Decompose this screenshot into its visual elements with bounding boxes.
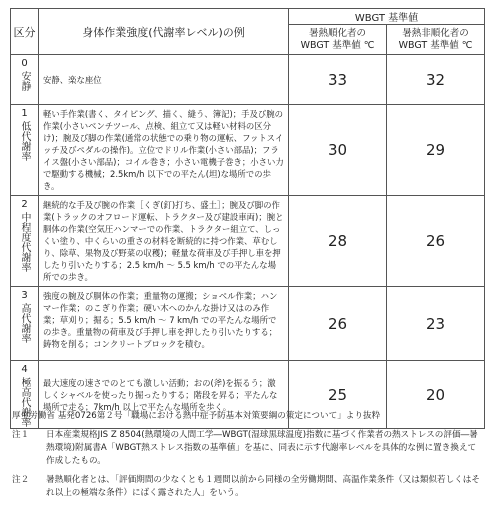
acclimatized-value: 33 (289, 55, 387, 105)
category-number: 3 (21, 290, 28, 301)
activity-description: 安静、楽な座位 (39, 55, 289, 105)
header-acclimatized: 暑熱順化者の WBGT 基準値 ℃ (289, 25, 387, 55)
nonacclimatized-value: 32 (387, 55, 485, 105)
header-wbgt: WBGT 基準値 (289, 9, 485, 25)
table-row (11, 196, 485, 287)
category-number: 0 (21, 58, 28, 69)
category-label: 中程度代謝率 (19, 212, 30, 272)
category-label: 低代謝率 (19, 121, 30, 161)
note-2-label: 注２ (12, 475, 30, 485)
activity-description: 継続的な手及び腕の作業［くぎ(釘)打ち、盛土］；腕及び脚の作業(トラックのオフロード運転、トラクター及び建設車両)；腕と胴体の作業(空気圧ハンマーでの作業、トラクター組立て、しっくい塗り、中くらいの重さの材料を断続的に持つ作業、草むしり、除草、果物及び野菜の収穫)；軽量な荷車及び手押し車を押したり引いたりする；2.5 km/h ～ 5.5 km/h での平たんな場所での歩き。 (39, 196, 289, 287)
header-activity: 身体作業強度(代謝率レベル)の例 (39, 9, 289, 55)
note-2 (12, 474, 484, 500)
category-number: 4 (21, 364, 28, 375)
category-number: 2 (21, 199, 28, 210)
note-1-text: 日本産業規格JIS Z 8504(熱環境の人間工学―WBGT(湿球黒球温度)指数に基づく作業者の熱ストレスの評価―暑熱環境)附属書A「WBGT熱ストレス指数の基準値」を基に、同表に示す代謝率レベルを具体的な例に置き換えて作成したもの。 (46, 430, 478, 466)
acclimatized-value: 25 (289, 361, 387, 429)
table-row (11, 55, 485, 105)
category-label: 高代謝率 (19, 303, 30, 343)
note-1 (12, 429, 484, 468)
nonacclimatized-value: 29 (387, 105, 485, 196)
nonacclimatized-value: 20 (387, 361, 485, 429)
acclimatized-value: 26 (289, 287, 387, 361)
wbgt-table (10, 8, 485, 429)
category-label: 安静 (19, 71, 30, 91)
table-row (11, 105, 485, 196)
category-label: 極高代謝率 (19, 377, 30, 427)
nonacclimatized-value: 23 (387, 287, 485, 361)
activity-description: 強度の腕及び胴体の作業；重量物の運搬；ショベル作業；ハンマー作業；のこぎり作業；硬い木へのかんな掛け又はのみ作業；草刈り；掘る；5.5 km/h ～ 7 km/h での平たんな場所での歩き。重量物の荷車及び手押し車を押したり引いたりする；鋳物を削る；コンクリートブロックを積む。 (39, 287, 289, 361)
activity-description: 最大速度の速さでのとても激しい活動；おの(斧)を振るう；激しくシャベルを使ったり掘ったりする；階段を昇る；平たんな場所で走る；7km/h 以上で平たんな場所を歩く。 (39, 361, 289, 429)
header-nonacclimatized: 暑熱非順化者の WBGT 基準値 ℃ (387, 25, 485, 55)
acclimatized-value: 30 (289, 105, 387, 196)
category-cell (11, 55, 39, 105)
nonacclimatized-value: 26 (387, 196, 485, 287)
category-cell (11, 196, 39, 287)
header-category: 区分 (11, 9, 39, 55)
source-citation: 厚生労働省 基発0726第２号「職場における熱中症予防基本対策要綱の策定について」より抜粋 (12, 411, 381, 421)
category-cell (11, 105, 39, 196)
category-cell (11, 287, 39, 361)
category-number: 1 (21, 108, 28, 119)
note-2-text: 暑熱順化者とは、「評価期間の少なくとも１週間以前から同様の全労働期間、高温作業条件（又は類似若しくはそれ以上の極端な条件）にばく露された人」をいう。 (46, 475, 480, 498)
table-row (11, 287, 485, 361)
note-1-label: 注１ (12, 430, 30, 440)
acclimatized-value: 28 (289, 196, 387, 287)
activity-description: 軽い手作業(書く、タイピング、描く、縫う、簿記)；手及び腕の作業(小さいベンチツール、点検、組立て又は軽い材料の区分け)；腕及び脚の作業(通常の状態での乗り物の運転、フットスイッチ及びペダルの操作)。立位でドリル作業(小さい部品)；フライス盤(小さい部品)；コイル巻き；小さい電機子巻き；小さい力で駆動する機械；2.5km/h 以下での平たん(坦)な場所での歩き。 (39, 105, 289, 196)
notes-section (12, 410, 484, 500)
